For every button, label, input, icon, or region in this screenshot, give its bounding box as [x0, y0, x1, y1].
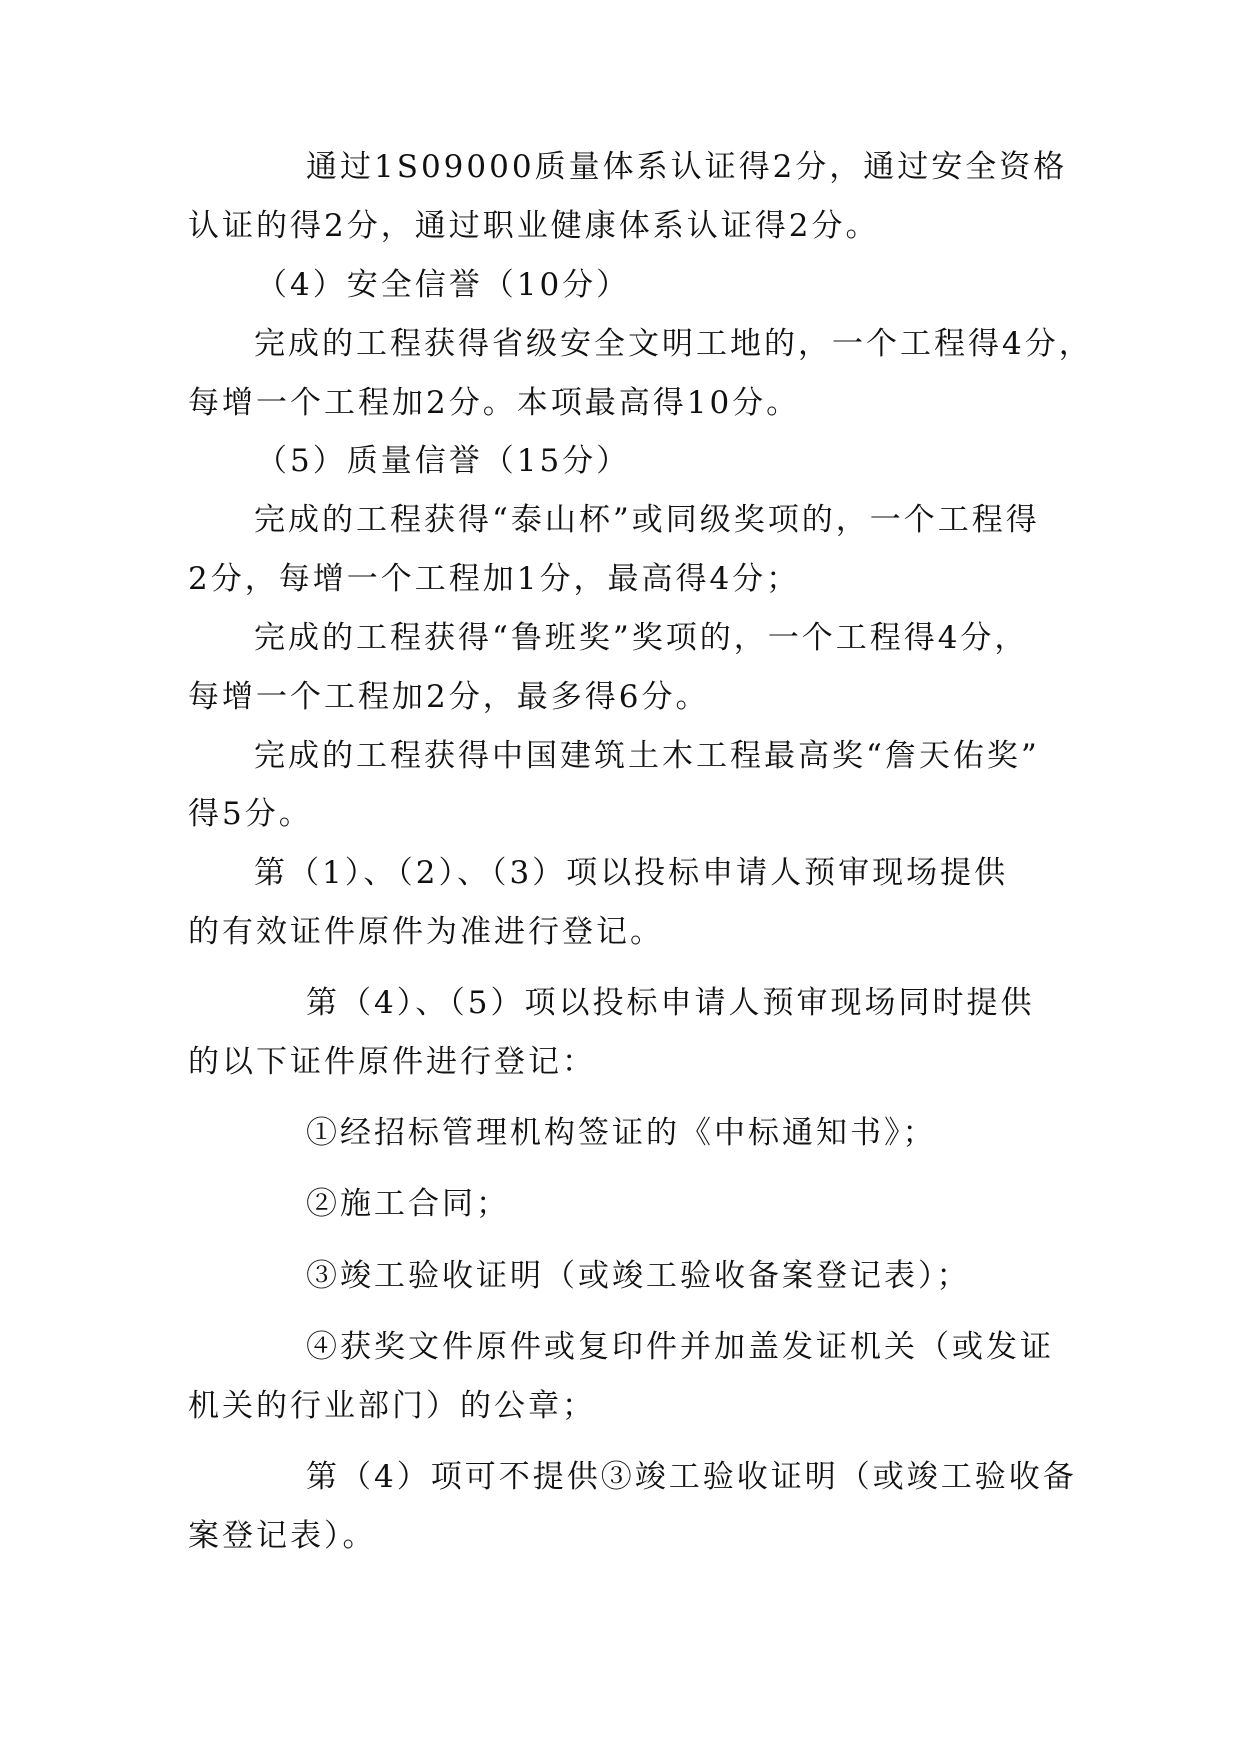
list-item: ④获奖文件原件或复印件并加盖发证机关（或发证	[306, 1329, 1054, 1365]
text-line: 2分，每增一个工程加1分，最高得4分；	[188, 561, 801, 597]
section-heading: （4）安全信誉（10分）	[256, 267, 631, 303]
text-line: 每增一个工程加2分，最多得6分。	[188, 679, 710, 715]
text-line: 第（1）、（2）、（3）项以投标申请人预审现场提供	[254, 855, 1009, 891]
text-line: 第（4）、（5）项以投标申请人预审现场同时提供	[306, 985, 1035, 1021]
text-line: 的有效证件原件为准进行登记。	[188, 914, 664, 950]
text-line: 案登记表）。	[188, 1518, 377, 1554]
text-line: 每增一个工程加2分。本项最高得10分。	[188, 385, 801, 421]
text-line: 通过1S09000质量体系认证得2分，通过安全资格	[306, 149, 1068, 185]
text-line: 得5分。	[188, 796, 313, 832]
text-line: 第（4）项可不提供③竣工验收证明（或竣工验收备	[306, 1459, 1077, 1495]
text-line: 的以下证件原件进行登记：	[188, 1044, 596, 1080]
section-heading: （5）质量信誉（15分）	[256, 443, 631, 479]
text-line: 完成的工程获得省级安全文明工地的，一个工程得4分，	[254, 326, 1093, 362]
text-line: 机关的行业部门）的公章；	[188, 1388, 596, 1424]
list-item: ①经招标管理机构签证的《中标通知书》；	[306, 1115, 937, 1151]
list-item: ②施工合同；	[306, 1186, 510, 1222]
text-line: 完成的工程获得“泰山杯”或同级奖项的，一个工程得	[254, 502, 1040, 538]
text-line: 完成的工程获得“鲁班奖”奖项的，一个工程得4分，	[254, 620, 1029, 656]
text-line: 完成的工程获得中国建筑土木工程最高奖“詹天佑奖”	[254, 738, 1040, 774]
list-item: ③竣工验收证明（或竣工验收备案登记表）；	[306, 1258, 971, 1294]
text-line: 认证的得2分，通过职业健康体系认证得2分。	[188, 208, 880, 244]
